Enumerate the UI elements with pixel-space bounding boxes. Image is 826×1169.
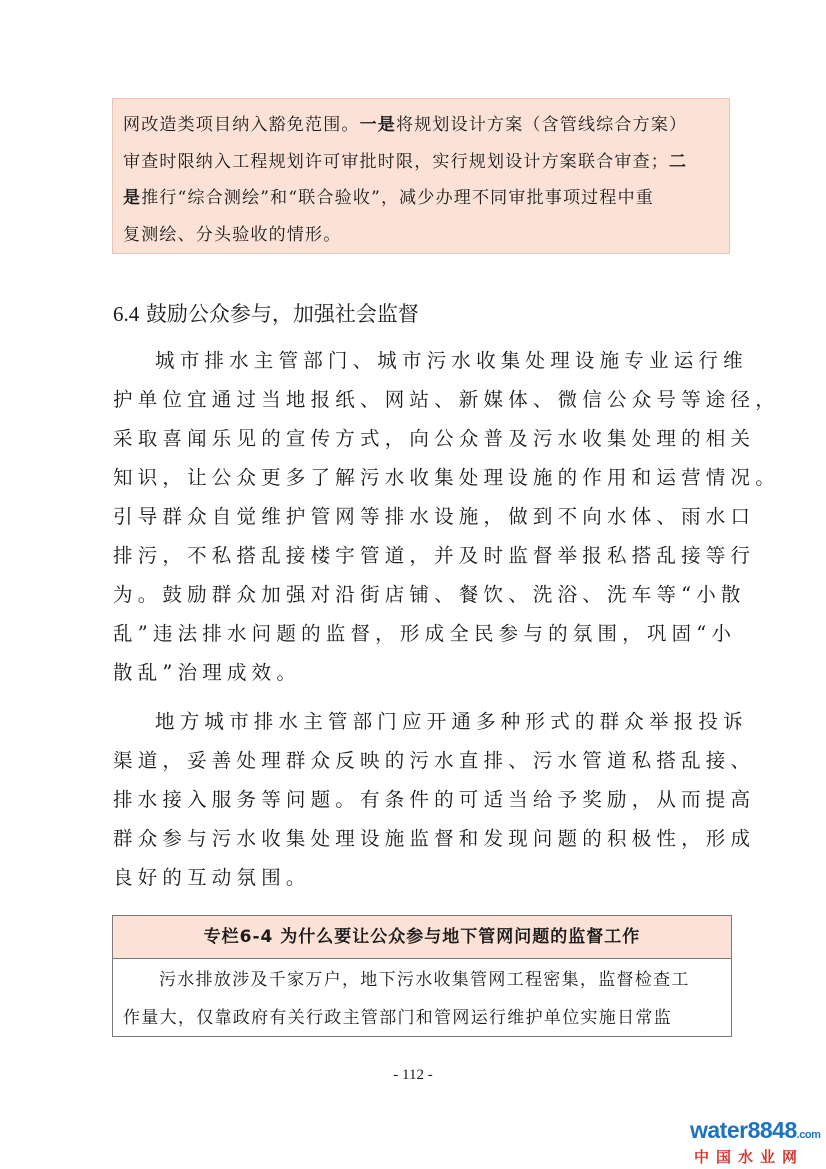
section-heading [113, 300, 419, 328]
emphasis-text: 二 [669, 151, 688, 172]
column-box [112, 915, 732, 1037]
section-title: 鼓励公众参与，加强社会监督 [145, 302, 419, 326]
body-line: 城市排水主管部门、城市污水收集处理设施专业运行维 [155, 349, 748, 372]
page-number: - 112 - [393, 1067, 433, 1083]
body-line: 乱”违法排水问题的监督，形成全民参与的氛围，巩固“小 [113, 622, 737, 645]
box-line: 网改造类项目纳入豁免范围。一是将规划设计方案（含管线综合方案） [123, 115, 688, 135]
box-line: 审查时限纳入工程规划许可审批时限，实行规划设计方案联合审查；二 [123, 151, 688, 172]
column-box-line: 污水排放涉及千家万户，地下污水收集管网工程密集，监督检查工 [159, 970, 690, 990]
box-line: 复测绘、分头验收的情形。 [123, 224, 342, 245]
emphasis-text: 一是 [359, 115, 397, 135]
column-box-line: 作量大，仅靠政府有关行政主管部门和管网运行维护单位实施日常监 [123, 1008, 672, 1028]
body-line: 知识，让公众更多了解污水收集处理设施的作用和运营情况。 [113, 466, 780, 489]
watermark-logo [690, 1118, 820, 1166]
body-line: 排污，不私搭乱接楼宇管道，并及时监督举报私搭乱接等行 [113, 544, 756, 567]
body-line: 引导群众自觉维护管网等排水设施，做到不向水体、雨水口 [113, 505, 756, 528]
body-line: 为。鼓励群众加强对沿街店铺、餐饮、洗浴、洗车等“小散 [113, 583, 746, 606]
body-line: 排水接入服务等问题。有条件的可适当给予奖励，从而提高 [113, 788, 756, 811]
top-continuation-box [112, 98, 730, 254]
body-line: 渠道，妥善处理群众反映的污水直排、污水管道私搭乱接、 [113, 749, 756, 772]
body-line: 群众参与污水收集处理设施监督和发现问题的积极性，形成 [113, 827, 756, 850]
box-line: 是推行“综合测绘”和“联合验收”，减少办理不同审批事项过程中重 [123, 188, 654, 208]
logo-cn-name: 中国水业网 [694, 1148, 805, 1166]
body-line: 采取喜闻乐见的宣传方式，向公众普及污水收集处理的相关 [113, 427, 756, 450]
body-line: 良好的互动氛围。 [113, 866, 311, 889]
body-line: 散乱”治理成效。 [113, 661, 302, 684]
body-text [113, 341, 780, 897]
body-line: 护单位宜通过当地报纸、网站、新媒体、微信公众号等途径， [113, 388, 780, 411]
section-number: 6.4 [113, 302, 140, 326]
body-line: 地方城市排水主管部门应开通多种形式的群众举报投诉 [155, 710, 748, 733]
column-box-body [113, 959, 731, 1037]
emphasis-text: 是 [123, 188, 142, 208]
logo-brand: water8848.com [690, 1117, 821, 1143]
column-box-title: 专栏6-4 为什么要让公众参与地下管网问题的监督工作 [113, 916, 731, 959]
